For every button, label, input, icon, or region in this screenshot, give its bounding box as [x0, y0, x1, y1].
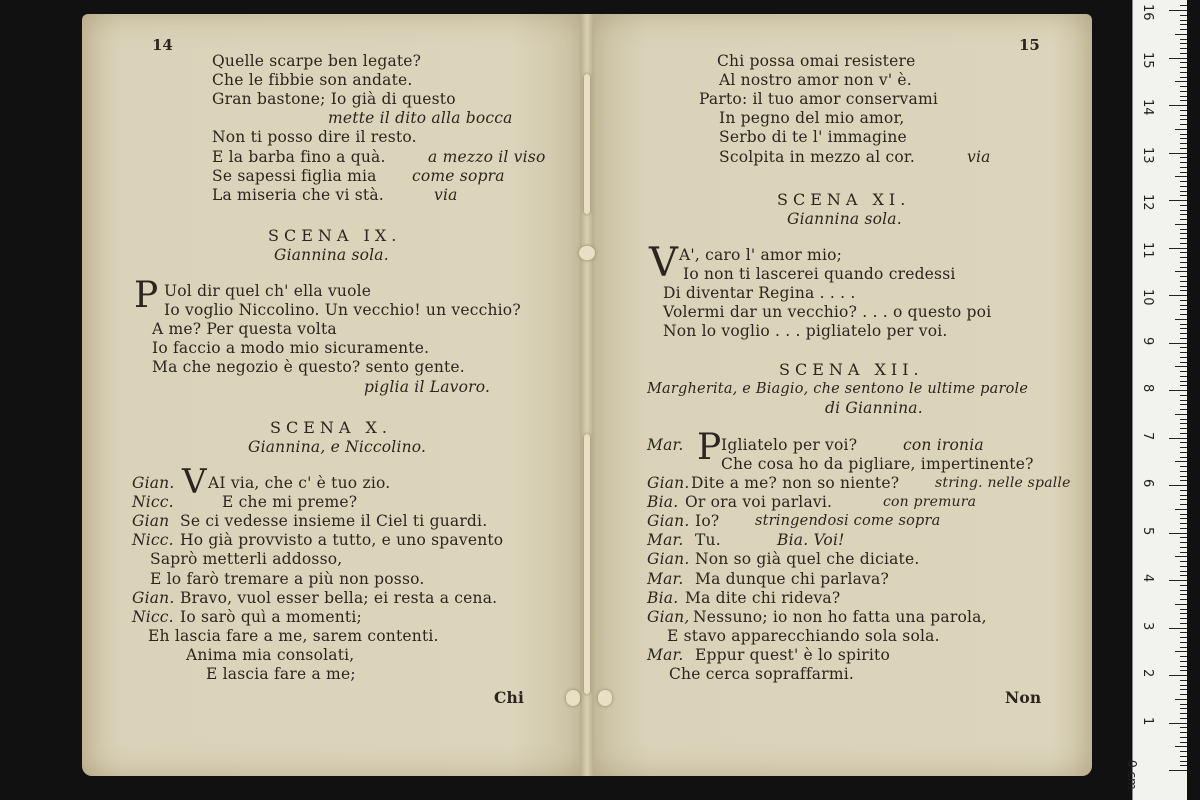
- ruler-tick: [1180, 43, 1187, 44]
- ruler-tick: [1180, 637, 1187, 638]
- stage-direction: a mezzo il viso: [428, 148, 546, 166]
- dialogue-line: Eppur quest' è lo spirito: [695, 646, 891, 664]
- stage-direction: via: [434, 186, 458, 204]
- ruler-tick: [1180, 214, 1187, 215]
- verse-line: Scolpita in mezzo al cor.: [719, 148, 915, 166]
- ruler-tick: [1175, 366, 1187, 367]
- binding-knot: [598, 690, 612, 706]
- ruler-tick: [1180, 67, 1187, 68]
- ruler-tick: [1169, 105, 1187, 106]
- ruler-tick: [1180, 666, 1187, 667]
- ruler-tick: [1180, 15, 1187, 16]
- ruler-tick: [1180, 490, 1187, 491]
- ruler-number: 15: [1140, 51, 1155, 69]
- ruler-tick: [1180, 727, 1187, 728]
- speaker: Gian.: [132, 474, 175, 492]
- ruler-tick: [1180, 195, 1187, 196]
- speaker: Gian.: [132, 589, 175, 607]
- verse-line: Serbo di te l' immagine: [719, 128, 907, 146]
- ruler-tick: [1180, 86, 1187, 87]
- ruler-tick: [1180, 243, 1187, 244]
- ruler-tick: [1180, 29, 1187, 30]
- verse-line: Uol dir quel ch' ella vuole: [164, 282, 372, 300]
- ruler-tick: [1180, 167, 1187, 168]
- ruler-tick: [1180, 162, 1187, 163]
- ruler-tick: [1180, 172, 1187, 173]
- ruler-tick: [1169, 628, 1187, 629]
- ruler-tick: [1180, 48, 1187, 49]
- page-number: 15: [1019, 36, 1040, 54]
- ruler-tick: [1175, 414, 1187, 415]
- ruler-tick: [1175, 34, 1187, 35]
- ruler-tick: [1180, 575, 1187, 576]
- ruler-tick: [1180, 694, 1187, 695]
- speaker: Nicc.: [132, 531, 174, 549]
- ruler-tick: [1180, 352, 1187, 353]
- ruler-tick: [1180, 53, 1187, 54]
- verse-line: Chi possa omai resistere: [717, 52, 916, 70]
- ruler-tick: [1180, 713, 1187, 714]
- verse-line: Non lo voglio . . . pigliatelo per voi.: [663, 322, 948, 340]
- scene-heading: SCENA IX.: [268, 226, 402, 245]
- stage-direction: con premura: [883, 494, 977, 510]
- ruler-tick: [1180, 751, 1187, 752]
- dialogue-line: Ma dite chi rideva?: [685, 589, 841, 607]
- ruler-tick: [1180, 357, 1187, 358]
- ruler-tick: [1180, 704, 1187, 705]
- ruler-tick: [1180, 566, 1187, 567]
- ruler-tick: [1180, 300, 1187, 301]
- ruler-tick: [1180, 119, 1187, 120]
- speaker: Gian: [132, 512, 170, 530]
- ruler-tick: [1180, 547, 1187, 548]
- ruler-tick: [1180, 471, 1187, 472]
- ruler-number: 13: [1140, 146, 1155, 164]
- ruler-tick: [1180, 371, 1187, 372]
- ruler-tick: [1175, 319, 1187, 320]
- ruler-tick: [1180, 252, 1187, 253]
- ruler-tick: [1169, 485, 1187, 486]
- ruler-tick: [1180, 609, 1187, 610]
- ruler-tick: [1180, 91, 1187, 92]
- ruler-tick: [1180, 765, 1187, 766]
- dialogue-line: Bia. Voi!: [777, 531, 845, 549]
- ruler-number: 5: [1140, 526, 1155, 535]
- ruler-tick: [1169, 438, 1187, 439]
- speaker: Mar.: [647, 570, 684, 588]
- ruler-tick: [1169, 533, 1187, 534]
- speaker: Gian.: [647, 512, 690, 530]
- ruler-number: 16: [1140, 4, 1155, 21]
- dialogue-line: AI via, che c' è tuo zio.: [208, 474, 391, 492]
- ruler-tick: [1180, 518, 1187, 519]
- ruler-tick: [1180, 680, 1187, 681]
- stage-direction: con ironia: [903, 436, 984, 454]
- ruler-tick: [1180, 623, 1187, 624]
- ruler-number: 11: [1140, 241, 1155, 259]
- ruler-tick: [1180, 229, 1187, 230]
- dialogue-line: Io sarò quì a momenti;: [180, 608, 362, 626]
- ruler-tick: [1180, 732, 1187, 733]
- ruler-tick: [1169, 580, 1187, 581]
- ruler-tick: [1180, 328, 1187, 329]
- ruler-tick: [1169, 675, 1187, 676]
- ruler-tick: [1175, 129, 1187, 130]
- stage-direction: piglia il Lavoro.: [364, 378, 491, 396]
- ruler-tick: [1180, 143, 1187, 144]
- ruler-tick: [1180, 642, 1187, 643]
- dialogue-line: Or ora voi parlavi.: [685, 493, 833, 511]
- ruler-tick: [1180, 742, 1187, 743]
- ruler-tick: [1180, 423, 1187, 424]
- speaker: Gian.: [647, 550, 690, 568]
- ruler-tick: [1180, 656, 1187, 657]
- ruler-tick: [1169, 390, 1187, 391]
- ruler-tick: [1180, 385, 1187, 386]
- ruler-number: 7: [1140, 431, 1155, 440]
- ruler-tick: [1169, 153, 1187, 154]
- ruler-tick: [1180, 594, 1187, 595]
- verse-line: Quelle scarpe ben legate?: [212, 52, 422, 70]
- ruler-unit: 0 cm: [1125, 760, 1139, 790]
- ruler-tick: [1180, 376, 1187, 377]
- dialogue-line: E stavo apparecchiando sola sola.: [667, 627, 940, 645]
- ruler-number: 8: [1140, 384, 1155, 393]
- ruler-tick: [1180, 286, 1187, 287]
- ruler-tick: [1180, 181, 1187, 182]
- ruler-tick: [1180, 571, 1187, 572]
- dialogue-line: Tu.: [695, 531, 721, 549]
- ruler-tick: [1180, 476, 1187, 477]
- ruler-tick: [1180, 537, 1187, 538]
- ruler-tick: [1175, 176, 1187, 177]
- stage-direction: stringendosi come sopra: [755, 513, 941, 529]
- ruler-number: 6: [1140, 479, 1155, 488]
- verse-line: Che le fibbie son andate.: [212, 71, 413, 89]
- speaker: Gian,: [647, 608, 690, 626]
- dialogue-line: E lo farò tremare a più non posso.: [150, 570, 425, 588]
- ruler-tick: [1180, 124, 1187, 125]
- ruler-tick: [1180, 404, 1187, 405]
- drop-cap: V: [649, 240, 679, 286]
- ruler-tick: [1180, 148, 1187, 149]
- ruler-tick: [1180, 186, 1187, 187]
- scene-heading: SCENA X.: [270, 418, 392, 437]
- ruler-tick: [1180, 670, 1187, 671]
- ruler-tick: [1169, 295, 1187, 296]
- ruler-tick: [1169, 200, 1187, 201]
- ruler-tick: [1180, 409, 1187, 410]
- verse-line: Io voglio Niccolino. Un vecchio! un vecchio?: [164, 301, 521, 319]
- dialogue-line: Saprò metterli addosso,: [150, 550, 343, 568]
- ruler-tick: [1180, 24, 1187, 25]
- verse-line: E la barba fino a quà.: [212, 148, 386, 166]
- ruler-tick: [1180, 381, 1187, 382]
- ruler-tick: [1180, 191, 1187, 192]
- right-page: [587, 14, 1092, 776]
- ruler-tick: [1180, 233, 1187, 234]
- page-number: 14: [152, 36, 173, 54]
- ruler-tick: [1180, 395, 1187, 396]
- scene-subtitle: Giannina sola.: [787, 210, 902, 228]
- ruler-tick: [1180, 466, 1187, 467]
- ruler-tick: [1180, 338, 1187, 339]
- ruler-tick: [1180, 257, 1187, 258]
- verse-line: La miseria che vi stà.: [212, 186, 384, 204]
- ruler-number: 9: [1140, 336, 1155, 345]
- ruler-tick: [1180, 347, 1187, 348]
- left-page: [82, 14, 587, 776]
- ruler-tick: [1180, 210, 1187, 211]
- ruler-tick: [1180, 305, 1187, 306]
- ruler-tick: [1175, 271, 1187, 272]
- ruler-tick: [1180, 219, 1187, 220]
- dialogue-line: Io?: [695, 512, 720, 530]
- verse-line: A', caro l' amor mio;: [679, 246, 843, 264]
- ruler-tick: [1180, 262, 1187, 263]
- ruler-tick: [1180, 62, 1187, 63]
- speaker: Mar.: [647, 531, 684, 549]
- scene-heading: SCENA XI.: [777, 190, 911, 209]
- ruler-tick: [1180, 613, 1187, 614]
- ruler-tick: [1180, 599, 1187, 600]
- verse-line: Volermi dar un vecchio? . . . o questo poi: [663, 303, 992, 321]
- ruler-tick: [1180, 452, 1187, 453]
- dialogue-line: Bravo, vuol esser bella; ei resta a cena.: [180, 589, 498, 607]
- stage-direction: come sopra: [412, 167, 505, 185]
- verse-line: Parto: il tuo amor conservami: [699, 90, 938, 108]
- verse-line: Ma che negozio è questo? sento gente.: [152, 358, 465, 376]
- ruler-tick: [1180, 442, 1187, 443]
- ruler-tick: [1180, 238, 1187, 239]
- ruler-tick: [1180, 96, 1187, 97]
- ruler-tick: [1180, 542, 1187, 543]
- ruler-tick: [1180, 718, 1187, 719]
- ruler-tick: [1169, 58, 1187, 59]
- ruler-tick: [1180, 324, 1187, 325]
- ruler-number: 1: [1140, 716, 1155, 725]
- ruler-tick: [1180, 400, 1187, 401]
- ruler-tick: [1180, 447, 1187, 448]
- dialogue-line: Non so già quel che diciate.: [695, 550, 920, 568]
- ruler-tick: [1180, 647, 1187, 648]
- verse-line: Io non ti lascerei quando credessi: [683, 265, 956, 283]
- ruler-tick: [1180, 585, 1187, 586]
- ruler-number: 2: [1140, 669, 1155, 678]
- ruler-tick: [1175, 81, 1187, 82]
- ruler-tick: [1180, 72, 1187, 73]
- ruler-tick: [1180, 514, 1187, 515]
- ruler-tick: [1180, 276, 1187, 277]
- ruler-tick: [1180, 499, 1187, 500]
- dialogue-line: Che cerca sopraffarmi.: [669, 665, 855, 683]
- drop-cap: P: [134, 275, 159, 316]
- verse-line: A me? Per questa volta: [152, 320, 337, 338]
- ruler-tick: [1180, 480, 1187, 481]
- speaker: Gian.: [647, 474, 690, 492]
- speaker: Nicc.: [132, 493, 174, 511]
- ruler-tick: [1175, 509, 1187, 510]
- dialogue-line: Anima mia consolati,: [186, 646, 355, 664]
- drop-cap: P: [697, 427, 722, 468]
- ruler-tick: [1180, 761, 1187, 762]
- ruler-tick: [1180, 504, 1187, 505]
- ruler-tick: [1175, 651, 1187, 652]
- ruler-tick: [1169, 723, 1187, 724]
- ruler-tick: [1175, 556, 1187, 557]
- dialogue-line: Ma dunque chi parlava?: [695, 570, 889, 588]
- verse-line: In pegno del mio amor,: [719, 109, 905, 127]
- ruler-tick: [1180, 685, 1187, 686]
- dialogue-line: Ho già provvisto a tutto, e uno spavento: [180, 531, 504, 549]
- scene-subtitle: Giannina sola.: [274, 246, 389, 264]
- ruler-tick: [1180, 281, 1187, 282]
- ruler-tick: [1169, 770, 1187, 771]
- verse-line: Non ti posso dire il resto.: [212, 128, 417, 146]
- ruler-tick: [1180, 523, 1187, 524]
- ruler-tick: [1180, 661, 1187, 662]
- ruler-tick: [1180, 39, 1187, 40]
- ruler-tick: [1180, 528, 1187, 529]
- ruler-tick: [1180, 632, 1187, 633]
- catchword: Chi: [494, 688, 525, 707]
- ruler-tick: [1180, 77, 1187, 78]
- ruler-tick: [1180, 5, 1187, 6]
- verse-line: Di diventar Regina . . . .: [663, 284, 856, 302]
- ruler-number: 10: [1140, 289, 1155, 306]
- ruler-tick: [1180, 419, 1187, 420]
- verse-line: Al nostro amor non v' è.: [719, 71, 912, 89]
- speaker: Bia.: [647, 589, 679, 607]
- ruler-tick: [1180, 362, 1187, 363]
- open-book: [82, 14, 1092, 776]
- speaker: Nicc.: [132, 608, 174, 626]
- ruler-number: 3: [1140, 621, 1155, 630]
- ruler-number: 4: [1140, 574, 1155, 583]
- ruler-tick: [1180, 134, 1187, 135]
- ruler-tick: [1180, 290, 1187, 291]
- speaker: Bia.: [647, 493, 679, 511]
- scene-subtitle: Margherita, e Biagio, che sentono le ultime parole: [647, 381, 1029, 397]
- ruler-tick: [1180, 138, 1187, 139]
- ruler-tick: [1180, 157, 1187, 158]
- ruler-tick: [1180, 708, 1187, 709]
- dialogue-line: E che mi preme?: [222, 493, 358, 511]
- dialogue-line: Dite a me? non so niente?: [691, 474, 900, 492]
- stage-direction: via: [967, 148, 991, 166]
- ruler-tick: [1180, 433, 1187, 434]
- binding-knot: [566, 690, 580, 706]
- verse-line: Se sapessi figlia mia: [212, 167, 377, 185]
- ruler-tick: [1180, 590, 1187, 591]
- scene-heading: SCENA XII.: [779, 360, 924, 379]
- stage-direction: mette il dito alla bocca: [328, 109, 513, 127]
- ruler-tick: [1169, 343, 1187, 344]
- ruler-tick: [1180, 689, 1187, 690]
- ruler-tick: [1180, 756, 1187, 757]
- dialogue-line: E lascia fare a me;: [206, 665, 356, 683]
- ruler-tick: [1180, 20, 1187, 21]
- ruler-tick: [1180, 115, 1187, 116]
- stage-direction: string. nelle spalle: [935, 475, 1071, 491]
- ruler-tick: [1180, 561, 1187, 562]
- ruler-tick: [1180, 618, 1187, 619]
- ruler-tick: [1180, 457, 1187, 458]
- ruler-tick: [1180, 552, 1187, 553]
- speaker: Mar.: [647, 646, 684, 664]
- ruler-tick: [1169, 10, 1187, 11]
- ruler-tick: [1180, 100, 1187, 101]
- ruler-tick: [1175, 746, 1187, 747]
- ruler-tick: [1180, 333, 1187, 334]
- catchword: Non: [1005, 688, 1042, 707]
- ruler-tick: [1175, 699, 1187, 700]
- dialogue-line: Se ci vedesse insieme il Ciel ti guardi.: [180, 512, 488, 530]
- binding-knot: [579, 246, 595, 260]
- dialogue-line: Nessuno; io non ho fatta una parola,: [693, 608, 987, 626]
- dialogue-line: Igliatelo per voi?: [721, 436, 858, 454]
- ruler-tick: [1175, 604, 1187, 605]
- scene-subtitle: Giannina, e Niccolino.: [248, 438, 427, 456]
- ruler-tick: [1175, 224, 1187, 225]
- ruler-tick: [1175, 461, 1187, 462]
- ruler-tick: [1180, 314, 1187, 315]
- ruler-tick: [1180, 267, 1187, 268]
- ruler-number: 12: [1140, 194, 1155, 211]
- ruler-tick: [1180, 110, 1187, 111]
- measuring-ruler: [1125, 0, 1187, 800]
- binding-thread: [584, 434, 590, 694]
- binding-thread: [584, 74, 590, 214]
- ruler-tick: [1180, 205, 1187, 206]
- ruler-number: 14: [1140, 99, 1155, 116]
- verse-line: Gran bastone; Io già di questo: [212, 90, 456, 108]
- dialogue-line: Che cosa ho da pigliare, impertinente?: [721, 455, 1034, 473]
- drop-cap: V: [182, 462, 207, 502]
- ruler-tick: [1180, 428, 1187, 429]
- verse-line: Io faccio a modo mio sicuramente.: [152, 339, 430, 357]
- ruler-tick: [1180, 495, 1187, 496]
- ruler-tick: [1180, 737, 1187, 738]
- ruler-tick: [1169, 248, 1187, 249]
- dialogue-line: Eh lascia fare a me, sarem contenti.: [148, 627, 439, 645]
- scene-subtitle: di Giannina.: [825, 399, 923, 417]
- speaker: Mar.: [647, 436, 684, 454]
- ruler-tick: [1180, 309, 1187, 310]
